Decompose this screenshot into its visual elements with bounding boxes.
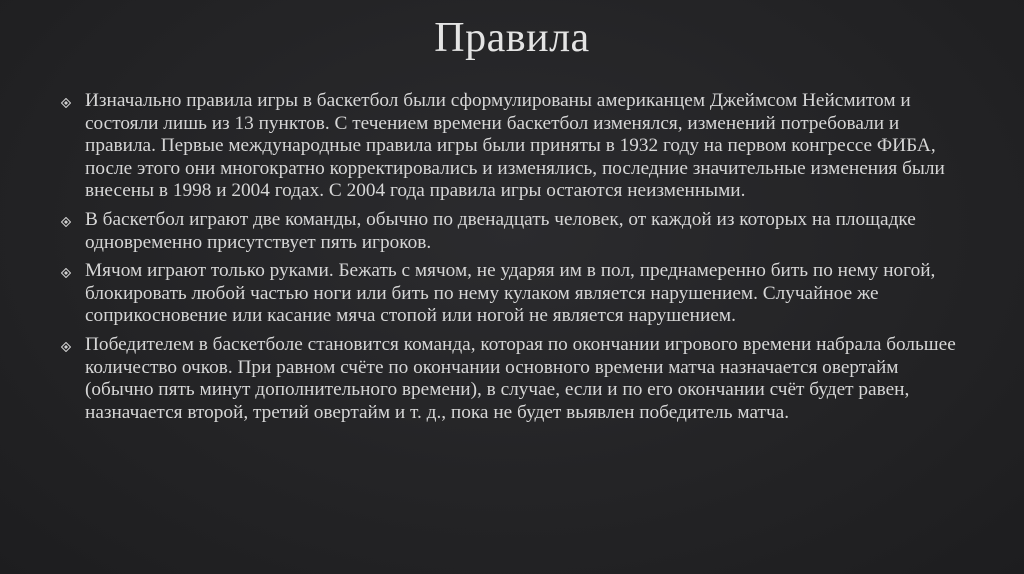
slide-title: Правила xyxy=(434,15,590,61)
bullet-item xyxy=(60,209,970,254)
bullet-text: Мячом играют только руками. Бежать с мячом, не ударяя им в пол, преднамеренно бить по нему ногой, блокировать любой частью ноги или бить по нему кулаком является нарушением. Случайное же соприкосновение или касание мяча стопой или ногой не является нарушением. xyxy=(85,260,936,327)
bullet-item xyxy=(60,334,970,424)
bullet-text: Победителем в баскетболе становится команда, которая по окончании игрового времени набрала большее количество очков. При равном счёте по окончании основного времени матча назначается овертайм (обычно пять минут дополнительного времени), в случае, если и по его окончании счёт будет равен, назначается второй, третий овертайм и т. д., пока не будет выявлен победитель матча. xyxy=(85,333,956,423)
bullet-text: Изначально правила игры в баскетбол были сформулированы американцем Джеймсом Нейсмитом и состояли лишь из 13 пунктов. С течением времени баскетбол изменялся, изменений потребовали и правила. Первые международные правила игры были приняты в 1932 году на первом конгрессе ФИБА, после этого они многократно корректировались и изменялись, последние значительные изменения были внесены в 1998 и 2004 годах. С 2004 года правила игры остаются неизменными. xyxy=(85,90,945,202)
diamond-bullet-icon xyxy=(61,98,71,108)
bullet-text: В баскетбол играют две команды, обычно по двенадцать человек, от каждой из которых на площадке одновременно присутствует пять игроков. xyxy=(85,208,916,253)
diamond-bullet-icon xyxy=(61,268,71,278)
bullet-item xyxy=(60,260,970,328)
diamond-bullet-icon xyxy=(61,342,71,352)
bullet-item xyxy=(60,90,970,203)
diamond-bullet-icon xyxy=(61,217,71,227)
bullet-list xyxy=(60,90,970,430)
